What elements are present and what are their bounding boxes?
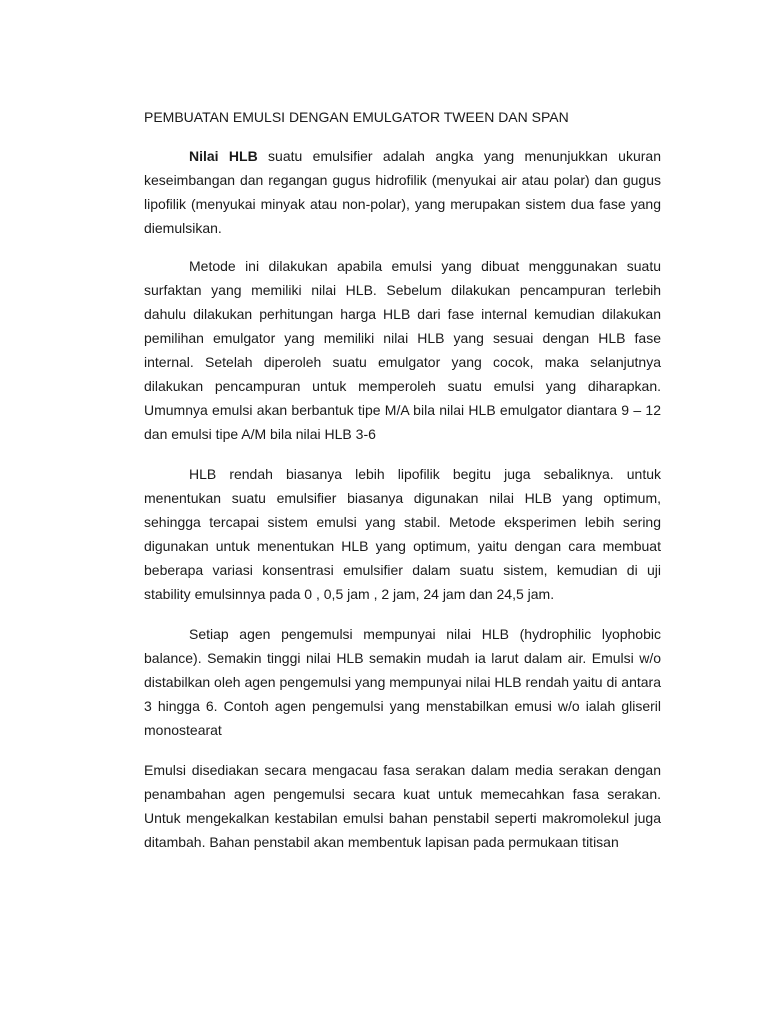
paragraph-agents xyxy=(144,622,661,742)
paragraph-text: Emulsi disediakan secara mengacau fasa serakan dalam media serakan dengan penambahan agen pengemulsi secara kuat untuk memecahkan fasa serakan. Untuk mengekalkan kestabilan emulsi bahan penstabil seperti makromolekul juga ditambah. Bahan penstabil akan membentuk lapisan pada permukaan titisan xyxy=(144,762,661,850)
term-nilai-hlb: Nilai HLB xyxy=(189,148,258,164)
paragraph-method xyxy=(144,254,661,446)
paragraph-text: suatu emulsifier adalah angka yang menunjukkan ukuran keseimbangan dan regangan gugus hidrofilik (menyukai air atau polar) dan gugus lipofilik (menyukai minyak atau non-polar), yang merupakan sistem dua fase yang diemulsikan. xyxy=(144,148,661,236)
paragraph-hlb-definition xyxy=(144,144,661,240)
paragraph-low-hlb xyxy=(144,462,661,606)
paragraph-text: Setiap agen pengemulsi mempunyai nilai HLB (hydrophilic lyophobic balance). Semakin tinggi nilai HLB semakin mudah ia larut dalam air. Emulsi w/o distabilkan oleh agen pengemulsi yang mempunyai nilai HLB rendah yaitu di antara 3 hingga 6. Contoh agen pengemulsi yang menstabilkan emusi w/o ialah gliseril monostearat xyxy=(144,626,661,738)
paragraph-text: HLB rendah biasanya lebih lipofilik begitu juga sebaliknya. untuk menentukan suatu emulsifier biasanya digunakan nilai HLB yang optimum, sehingga tercapai sistem emulsi yang stabil. Metode eksperimen lebih sering digunakan untuk menentukan HLB yang optimum, yaitu dengan cara membuat beberapa variasi konsentrasi emulsifier dalam suatu sistem, kemudian di uji stability emulsinnya pada 0 , 0,5 jam , 2 jam, 24 jam dan 24,5 jam. xyxy=(144,466,661,602)
paragraph-preparation xyxy=(144,758,661,854)
paragraph-text: Metode ini dilakukan apabila emulsi yang dibuat menggunakan suatu surfaktan yang memiliki nilai HLB. Sebelum dilakukan pencampuran terlebih dahulu dilakukan perhitungan harga HLB dari fase internal kemudian dilakukan pemilihan emulgator yang memiliki nilai HLB yang sesuai dengan HLB fase internal. Setelah diperoleh suatu emulgator yang cocok, maka selanjutnya dilakukan pencampuran untuk memperoleh suatu emulsi yang diharapkan. Umumnya emulsi akan berbantuk tipe M/A bila nilai HLB emulgator diantara 9 – 12 dan emulsi tipe A/M bila nilai HLB 3-6 xyxy=(144,258,661,442)
document-title: PEMBUATAN EMULSI DENGAN EMULGATOR TWEEN DAN SPAN xyxy=(144,109,569,125)
